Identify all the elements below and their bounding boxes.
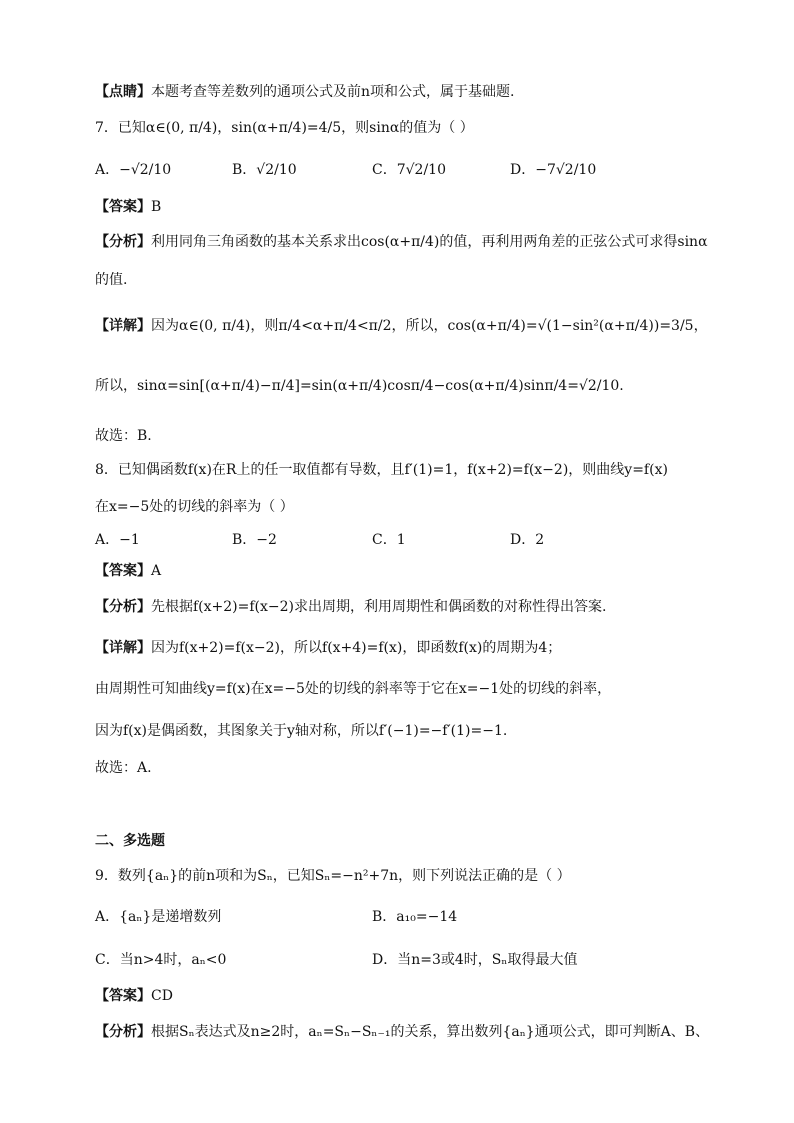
q8-option-a — [95, 530, 140, 550]
q9-option-d — [372, 950, 577, 970]
q7-analysis — [95, 232, 708, 252]
option-value: √2/10 — [256, 162, 297, 178]
q9-option-b — [372, 907, 457, 927]
q8-option-c — [372, 530, 406, 550]
q8-option-b — [232, 530, 277, 550]
option-value: 当n>4时，aₙ<0 — [119, 952, 227, 968]
analysis-text: 的值，再利用两角差的正弦公式可求得sinα — [439, 234, 708, 250]
q8-detail-1 — [95, 638, 561, 658]
option-label: B． — [232, 532, 257, 548]
option-label: A． — [95, 162, 120, 178]
detail-tag: 【详解】 — [95, 640, 151, 656]
analysis-tag: 【分析】 — [95, 599, 151, 615]
option-value: −√2/10 — [119, 162, 172, 178]
q8-stem-2: 在x=−5处的切线的斜率为（ ） — [95, 499, 294, 515]
option-label: C． — [95, 952, 120, 968]
q7-stem-suffix: ，则sinα的值为（ ） — [341, 120, 474, 136]
q8-detail-3: 因为f(x)是偶函数，其图象关于y轴对称，所以f′(−1)=−f′(1)=−1. — [95, 723, 508, 739]
option-label: D． — [372, 952, 398, 968]
option-label: C． — [372, 532, 397, 548]
q9-analysis — [95, 1022, 709, 1042]
option-label: B． — [372, 909, 397, 925]
analysis-text: 先根据f(x+2)=f(x−2)求出周期，利用周期性和偶函数的对称性得出答案. — [151, 599, 607, 615]
q7-answer — [95, 197, 161, 217]
q7-option-c — [372, 160, 446, 180]
detail-tag: 【详解】 — [95, 318, 151, 334]
option-value: {aₙ}是递增数列 — [119, 909, 222, 925]
analysis-tag: 【分析】 — [95, 1024, 151, 1040]
option-value: 2 — [535, 532, 545, 548]
q9-option-c — [95, 950, 226, 970]
q8-answer — [95, 561, 161, 581]
analysis-text: 利用同角三角函数的基本关系求出 — [151, 234, 361, 250]
analysis-expr: cos(α+π/4) — [361, 234, 440, 250]
note-text: 本题考查等差数列的通项公式及前n项和公式，属于基础题. — [151, 84, 515, 100]
q7-stem-prefix: 7．已知 — [95, 120, 146, 136]
option-value: −7√2/10 — [535, 162, 597, 178]
option-label: C． — [372, 162, 397, 178]
option-label: A． — [95, 909, 120, 925]
analysis-text: 根据Sₙ表达式及n≥2时，aₙ=Sₙ−Sₙ₋₁的关系，算出数列{aₙ}通项公式，即可判断A、B、 — [151, 1024, 710, 1040]
q9-stem: 9．数列{aₙ}的前n项和为Sₙ，已知Sₙ=−n²+7n，则下列说法正确的是（ ） — [95, 868, 571, 884]
option-value: 当n=3或4时，Sₙ取得最大值 — [397, 952, 578, 968]
q7-option-a — [95, 160, 171, 180]
note-line — [95, 82, 514, 102]
option-value: −2 — [256, 532, 277, 548]
answer-tag: 【答案】 — [95, 199, 151, 215]
q7-detail-1 — [95, 316, 708, 336]
q9-answer — [95, 986, 173, 1006]
q7-analysis-cont: 的值. — [95, 272, 128, 288]
q8-stem-1: 8．已知偶函数f(x)在R上的任一取值都有导数，且f′(1)=1，f(x+2)=f(x−2)，则曲线y=f(x) — [95, 462, 668, 478]
q7-option-b — [232, 160, 297, 180]
answer-tag: 【答案】 — [95, 563, 151, 579]
answer-tag: 【答案】 — [95, 988, 151, 1004]
option-label: A． — [95, 532, 120, 548]
detail-text: 因为f(x+2)=f(x−2)，所以f(x+4)=f(x)，即函数f(x)的周期为4； — [151, 640, 562, 656]
option-value: 1 — [396, 532, 406, 548]
q8-choose: 故选：A. — [95, 760, 152, 776]
note-tag: 【点睛】 — [95, 84, 151, 100]
q9-option-a — [95, 907, 221, 927]
answer-value: B — [151, 199, 162, 215]
q8-option-d — [510, 530, 544, 550]
answer-value: A — [151, 563, 162, 579]
option-label: D． — [510, 162, 536, 178]
detail-text: 因为α∈(0, π/4)，则π/4<α+π/4<π/2，所以，cos(α+π/4)=√(1−sin²(α+π/4))=3/5， — [151, 318, 708, 334]
analysis-tag: 【分析】 — [95, 234, 151, 250]
option-value: −1 — [119, 532, 140, 548]
option-value: 7√2/10 — [396, 162, 446, 178]
q7-stem-cond: α∈(0, π/4)，sin(α+π/4)=4/5 — [145, 120, 342, 136]
option-value: a₁₀=−14 — [396, 909, 458, 925]
q7-option-d — [510, 160, 596, 180]
option-label: B． — [232, 162, 257, 178]
option-label: D． — [510, 532, 536, 548]
q7-detail-2: 所以，sinα=sin[(α+π/4)−π/4]=sin(α+π/4)cosπ/4−cos(α+π/4)sinπ/4=√2/10. — [95, 378, 624, 394]
q8-analysis — [95, 597, 606, 617]
q8-detail-2: 由周期性可知曲线y=f(x)在x=−5处的切线的斜率等于它在x=−1处的切线的斜率， — [95, 681, 612, 697]
q7-choose: 故选：B. — [95, 428, 152, 444]
section-heading: 二、多选题 — [95, 833, 165, 849]
q7-stem — [95, 118, 474, 138]
answer-value: CD — [151, 988, 173, 1004]
